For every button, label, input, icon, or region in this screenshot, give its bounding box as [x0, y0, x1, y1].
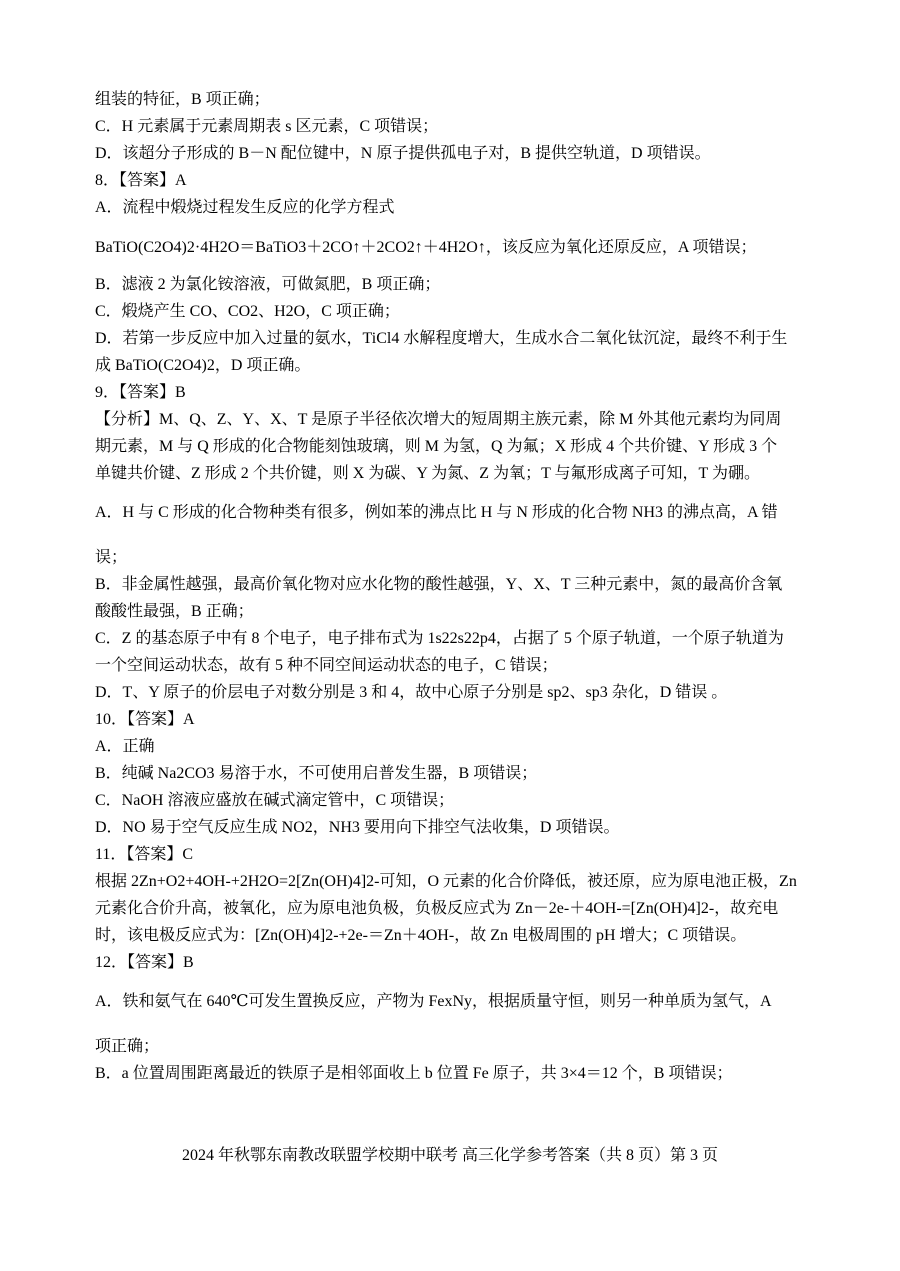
- answer-heading-12: 12．【答案】B: [95, 954, 194, 971]
- answer-heading-9: 9．【答案】B: [95, 384, 186, 401]
- text-line: A．正确: [95, 738, 155, 755]
- text-line: C．NaOH 溶液应盛放在碱式滴定管中，C 项错误；: [95, 792, 455, 809]
- answer-heading-8: 8．【答案】A: [95, 172, 187, 189]
- text-line: 期元素，M 与 Q 形成的化合物能刻蚀玻璃，则 M 为氢，Q 为氟；X 形成 4 个共价键、Y 形成 3 个: [95, 438, 778, 455]
- text-line: B．a 位置周围距离最近的铁原子是相邻面收上 b 位置 Fe 原子，共 3×4＝12 个，B 项错误；: [95, 1065, 733, 1082]
- text-line: 组装的特征，B 项正确；: [95, 91, 270, 108]
- text-line: C．Z 的基态原子中有 8 个电子，电子排布式为 1s22s22p4，占据了 5 个原子轨道，一个原子轨道为: [95, 630, 784, 647]
- text-line: 单键共价键、Z 形成 2 个共价键，则 X 为碳、Y 为氮、Z 为氧；T 与氟形成离子可知，T 为硼。: [95, 465, 761, 482]
- page-footer: 2024 年秋鄂东南教改联盟学校期中联考 高三化学参考答案（共 8 页）第 3 页: [181, 1147, 718, 1164]
- text-line: B．纯碱 Na2CO3 易溶于水，不可使用启普发生器，B 项错误；: [95, 765, 538, 782]
- text-line: B．滤液 2 为氯化铵溶液，可做氮肥，B 项正确；: [95, 276, 441, 293]
- text-line: 一个空间运动状态，故有 5 种不同空间运动状态的电子，C 错误；: [95, 657, 558, 674]
- text-line: C．H 元素属于元素周期表 s 区元素，C 项错误；: [95, 118, 439, 135]
- text-line: 【分析】M、Q、Z、Y、X、T 是原子半径依次增大的短周期主族元素，除 M 外其他元素均为同周: [95, 411, 782, 428]
- text-line: B．非金属性越强，最高价氧化物对应水化物的酸性越强，Y、X、T 三种元素中，氮的最高价含氧: [95, 576, 783, 593]
- text-line: A．铁和氨气在 640℃可发生置换反应，产物为 FexNy，根据质量守恒，则另一种单质为氢气，A: [95, 993, 772, 1010]
- text-line: A．H 与 C 形成的化合物种类有很多，例如苯的沸点比 H 与 N 形成的化合物 NH3 的沸点高，A 错: [95, 504, 778, 521]
- equation-line: BaTiO(C2O4)2·4H2O＝BaTiO3＋2CO↑＋2CO2↑＋4H2O↑，该反应为氧化还原反应，A 项错误；: [95, 239, 757, 256]
- text-line: 元素化合价升高，被氧化，应为原电池负极，负极反应式为 Zn－2e-＋4OH-=[Zn(OH)4]2-，故充电: [95, 900, 779, 917]
- text-line: 成 BaTiO(C2O4)2，D 项正确。: [95, 357, 311, 374]
- answer-text-body: [95, 86, 885, 1087]
- answer-heading-10: 10．【答案】A: [95, 711, 195, 728]
- text-line: D．NO 易于空气反应生成 NO2，NH3 要用向下排空气法收集，D 项错误。: [95, 819, 620, 836]
- text-line: D．若第一步反应中加入过量的氨水，TiCl4 水解程度增大，生成水合二氧化钛沉淀，最终不利于生: [95, 330, 788, 347]
- text-line: 项正确；: [95, 1038, 160, 1055]
- text-line: 时，该电极反应式为：[Zn(OH)4]2-+2e-＝Zn＋4OH-，故 Zn 电极周围的 pH 增大；C 项错误。: [95, 927, 747, 944]
- text-line: 酸酸性最强，B 正确；: [95, 603, 254, 620]
- text-line: 根据 2Zn+O2+4OH-+2H2O=2[Zn(OH)4]2-可知，O 元素的化合价降低，被还原，应为原电池正极，Zn: [95, 873, 797, 890]
- text-line: D．T、Y 原子的价层电子对数分别是 3 和 4，故中心原子分别是 sp2、sp3 杂化，D 错误 。: [95, 684, 728, 701]
- text-line: D．该超分子形成的 B－N 配位键中，N 原子提供孤电子对，B 提供空轨道，D 项错误。: [95, 145, 711, 162]
- text-line: A．流程中煅烧过程发生反应的化学方程式: [95, 199, 395, 216]
- text-line: 误；: [95, 549, 128, 566]
- text-line: C．煅烧产生 CO、CO2、H2O，C 项正确；: [95, 303, 400, 320]
- answer-heading-11: 11．【答案】C: [95, 846, 194, 863]
